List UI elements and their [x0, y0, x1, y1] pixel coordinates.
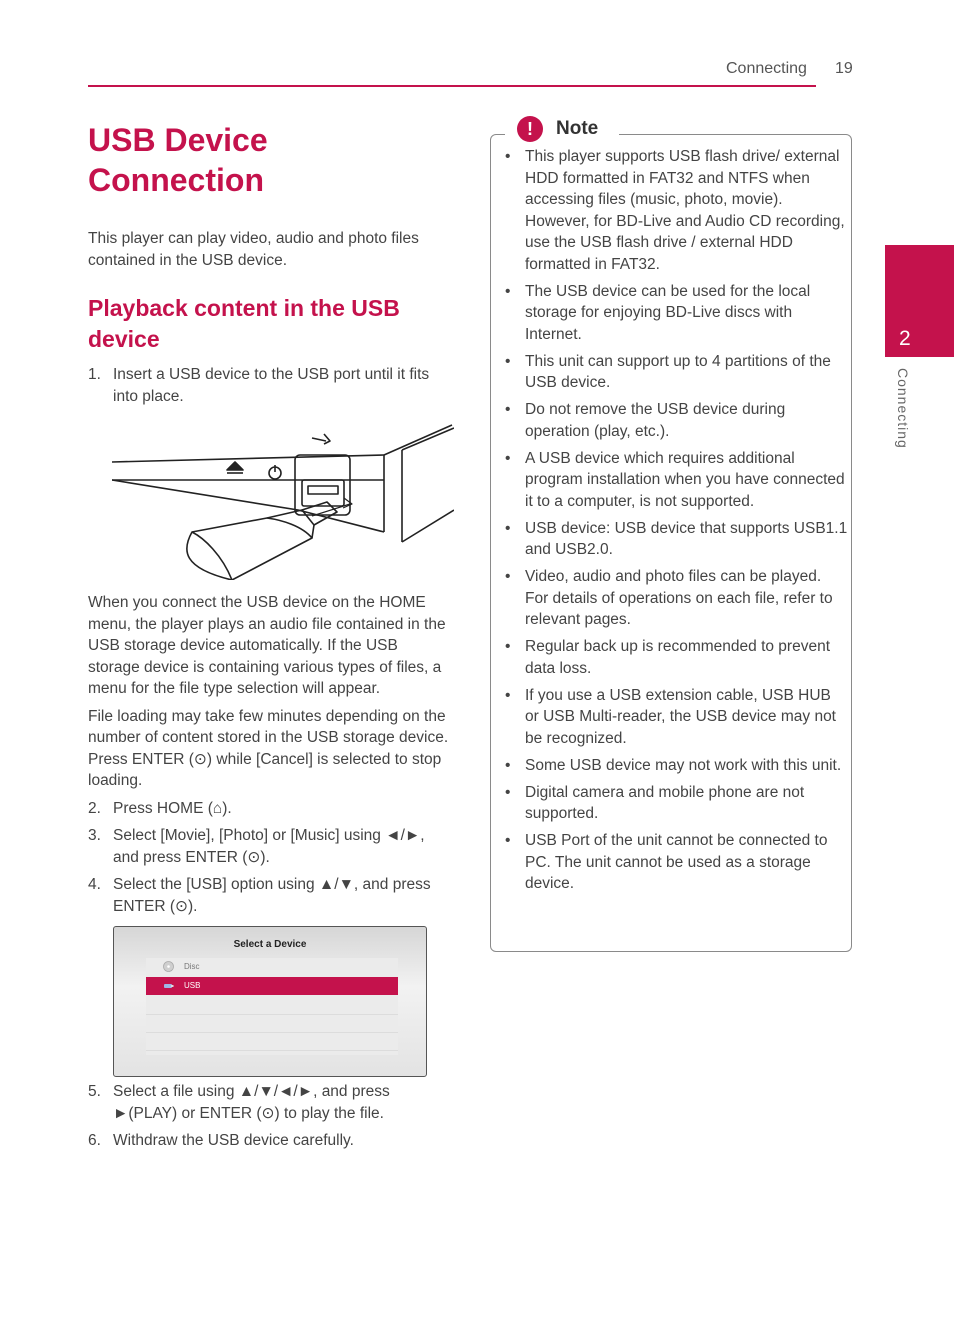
device-list	[146, 958, 398, 1055]
page-title: USB Device Connection	[88, 122, 268, 198]
bullet: •	[505, 832, 511, 849]
note-text: Do not remove the USB device during operation (play, etc.).	[525, 401, 786, 440]
device-item-disc[interactable]	[146, 958, 398, 976]
bullet: •	[505, 686, 511, 704]
main-column	[88, 120, 450, 407]
step-text: Insert a USB device to the USB port until it fits into place.	[113, 366, 430, 405]
step-text: Select the [USB] option using ▲/▼, and press ENTER (⊙).	[113, 876, 431, 915]
body-text-block	[88, 592, 450, 917]
intro-paragraph: This player can play video, audio and photo files contained in the USB device.	[88, 230, 419, 269]
note-text: A USB device which requires additional program installation when you have connected it to a computer, is not supported.	[525, 449, 845, 510]
header-divider	[88, 85, 816, 87]
step-text: Select a file using ▲/▼/◄/►, and press ►(PLAY) or ENTER (⊙) to play the file.	[113, 1083, 390, 1122]
step-number: 5.	[88, 1083, 101, 1100]
bullet: •	[505, 783, 511, 801]
note-item	[503, 830, 848, 895]
step-text: Press HOME (⌂).	[113, 799, 232, 817]
note-text: Video, audio and photo files can be played. For details of operations on each file, refer to relevant pages.	[525, 568, 833, 628]
usb-insertion-illustration	[112, 410, 454, 580]
note-text: The USB device can be used for the local storage for enjoying BD-Live discs with Internet.	[525, 282, 811, 343]
chapter-number: 2	[899, 327, 911, 350]
step-number: 3.	[88, 827, 101, 844]
device-item-usb[interactable]	[146, 977, 398, 995]
note-item	[503, 782, 848, 825]
page-number: 19	[835, 60, 853, 77]
select-device-title: Select a Device	[233, 939, 307, 950]
bullet: •	[505, 638, 511, 655]
final-steps	[88, 1081, 450, 1152]
note-text: USB Port of the unit cannot be connected to PC. The unit cannot be used as a storage device.	[525, 832, 828, 892]
note-item	[503, 636, 848, 679]
note-text: Digital camera and mobile phone are not supported.	[525, 783, 805, 822]
step-number: 1.	[88, 366, 101, 383]
step-4	[88, 874, 450, 917]
bullet: •	[505, 449, 511, 467]
bullet: •	[505, 401, 511, 418]
chapter-label: Connecting	[895, 368, 911, 449]
note-item	[503, 399, 848, 442]
note-item	[503, 566, 848, 631]
note-text: This player supports USB flash drive/ external HDD formatted in FAT32 and NTFS when accessing files (music, photo, movie). However, for BD-Live and Audio CD recording, use the USB flash drive / external HDD formatted in FAT32.	[525, 148, 845, 273]
bullet: •	[505, 352, 511, 370]
chapter-tab	[885, 245, 954, 357]
note-item	[503, 448, 848, 513]
bullet: •	[505, 148, 511, 165]
exclamation-icon: !	[517, 116, 543, 142]
note-header	[505, 114, 619, 144]
step-number: 2.	[88, 799, 101, 817]
usb-drive-icon	[163, 980, 174, 991]
note-label: Note	[556, 118, 599, 139]
bullet: •	[505, 519, 511, 537]
note-item	[503, 351, 848, 394]
note-text: Some USB device may not work with this unit.	[525, 756, 842, 774]
section-subheading: Playback content in the USB device	[88, 295, 400, 352]
list-divider	[146, 1050, 398, 1051]
note-item	[503, 281, 848, 346]
bullet: •	[505, 756, 511, 774]
device-item-label: USB	[184, 981, 201, 990]
disc-icon	[163, 961, 174, 972]
note-text: If you use a USB extension cable, USB HUB or USB Multi-reader, the USB device may not be recognized.	[525, 686, 836, 747]
note-item	[503, 146, 848, 275]
step-text: Select [Movie], [Photo] or [Music] using ◄/►, and press ENTER (⊙).	[113, 827, 425, 866]
select-device-screenshot	[113, 926, 427, 1077]
device-item-label: Disc	[184, 962, 200, 971]
note-list	[503, 146, 848, 900]
body-paragraph: When you connect the USB device on the HOME menu, the player plays an audio file contained in the USB storage device automatically. If the USB storage device is containing various types of files, a menu for the file type selection will appear.	[88, 594, 446, 697]
body-paragraph: File loading may take few minutes depending on the number of content stored in the USB storage device. Press ENTER (⊙) while [Cancel] is selected to stop loading.	[88, 707, 449, 789]
step-text: Withdraw the USB device carefully.	[113, 1132, 354, 1149]
step-number: 6.	[88, 1132, 101, 1149]
note-text: This unit can support up to 4 partitions of the USB device.	[525, 352, 831, 391]
bullet: •	[505, 282, 511, 300]
list-divider	[146, 1032, 398, 1033]
note-text: USB device: USB device that supports USB1.1 and USB2.0.	[525, 519, 848, 558]
note-item	[503, 755, 848, 777]
bullet: •	[505, 568, 511, 585]
step-number: 4.	[88, 876, 101, 893]
header-section-title: Connecting	[726, 60, 807, 77]
note-item	[503, 685, 848, 750]
step-5	[88, 1081, 450, 1124]
note-item	[503, 518, 848, 561]
list-divider	[146, 1014, 398, 1015]
step-3	[88, 825, 450, 868]
step-1	[88, 364, 450, 407]
step-2	[88, 798, 450, 820]
note-text: Regular back up is recommended to prevent data loss.	[525, 638, 830, 677]
step-6	[88, 1130, 450, 1152]
